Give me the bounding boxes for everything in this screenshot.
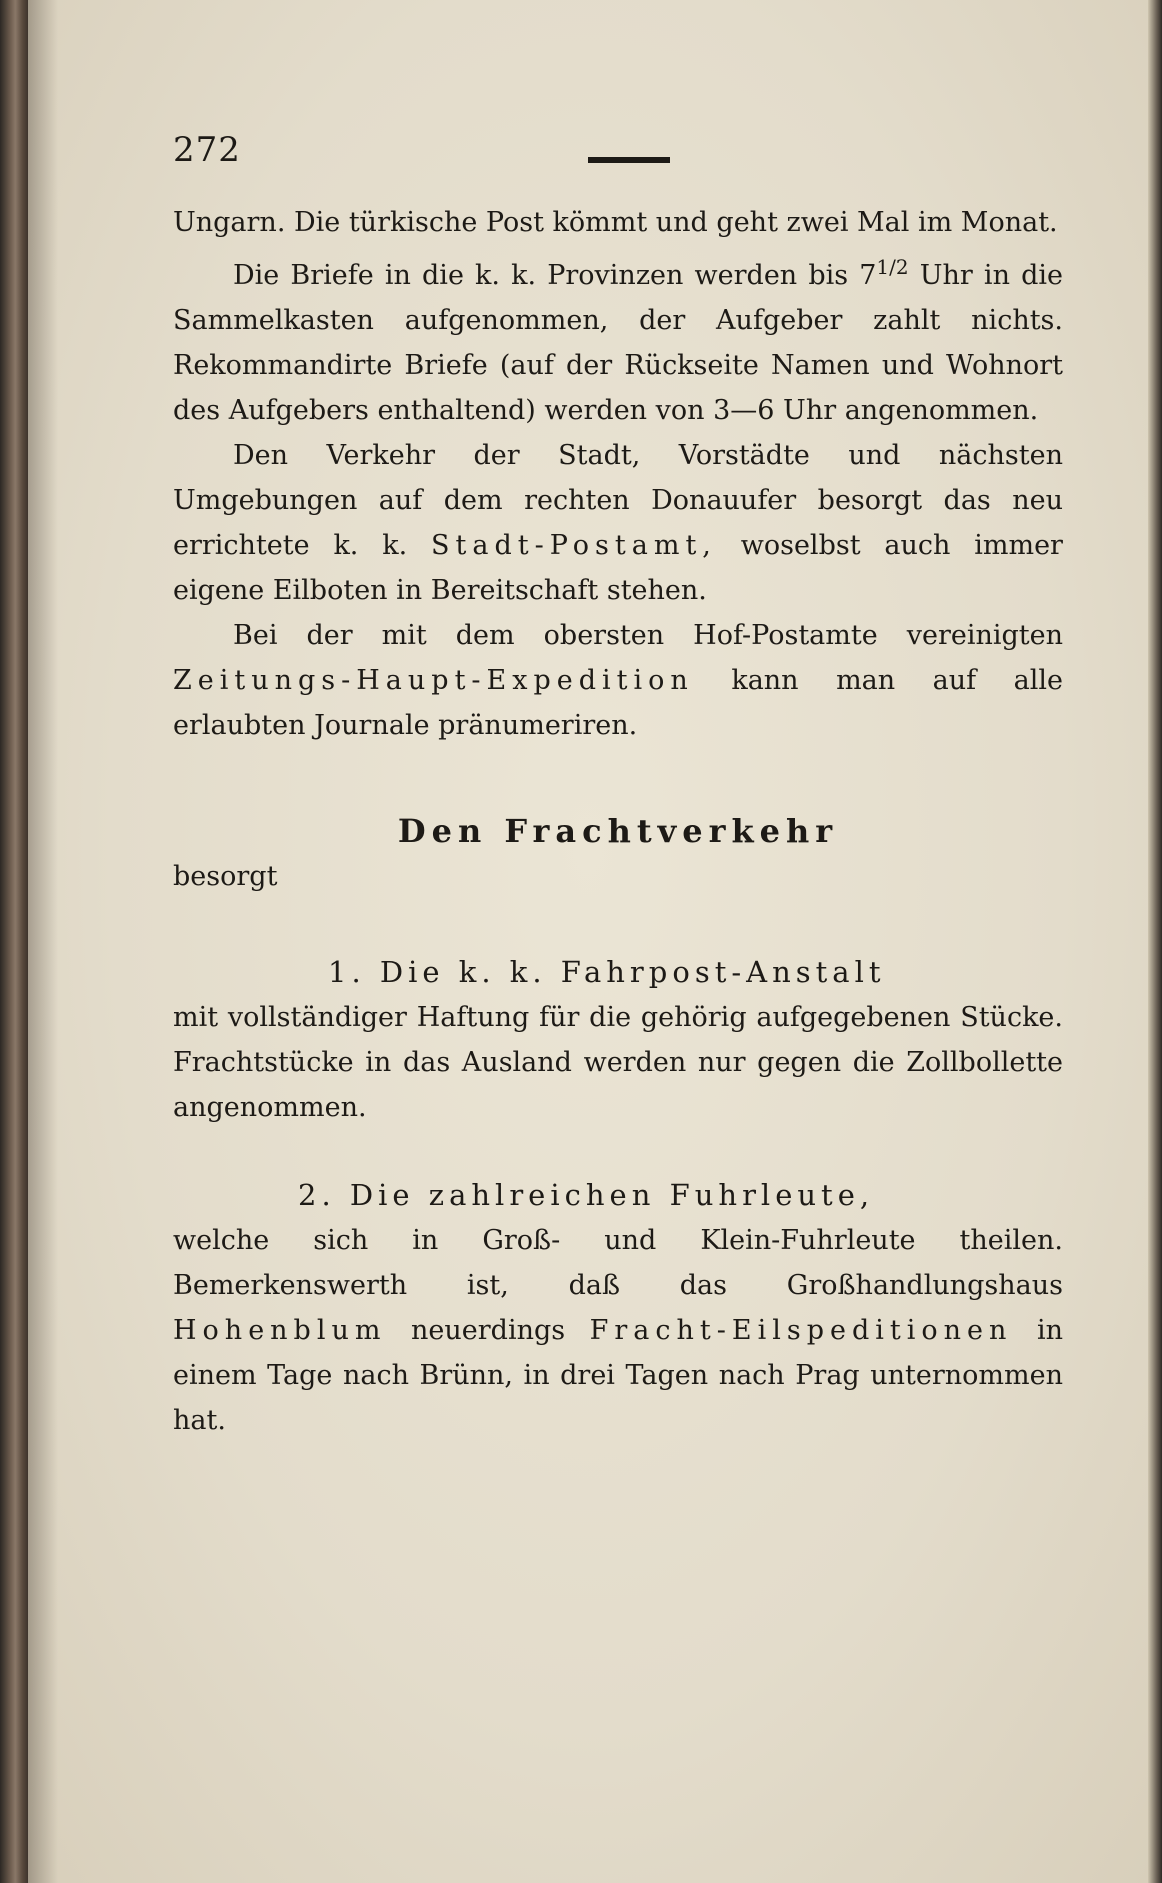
item-1-text: mit vollständiger Haftung für die gehörig aufgegebenen Stücke. Frachtstücke in das Ausland werden nur gegen die Zollbollette angenommen. [173, 1002, 1063, 1123]
section-lead: besorgt [173, 861, 278, 892]
paragraph-1 [173, 200, 1063, 245]
paragraph-4 [173, 613, 1063, 748]
gutter-shadow [28, 0, 58, 1883]
item-2-text [173, 1218, 1063, 1443]
item-2-text-c: in einem Tage nach Brünn, in drei Tagen nach Prag unternommen hat. [173, 1315, 1063, 1436]
paragraph-4-text-b: kann man auf alle erlaubten Journale pränumeriren. [173, 665, 1063, 741]
stadt-postamt-emphasis: Stadt-Postamt, [431, 530, 717, 561]
hohenblum-emphasis: Hohenblum [173, 1315, 387, 1346]
zeitungs-expedition-emphasis: Zeitungs-Haupt-Expedition [173, 665, 694, 696]
book-binding-edge [0, 0, 28, 1883]
page-body [173, 200, 1063, 1443]
page-header [173, 130, 1063, 180]
eilspeditionen-emphasis: Fracht-Eilspeditionen [589, 1315, 1013, 1346]
item-2-text-a: welche sich in Groß- und Klein-Fuhrleute theilen. Bemerkenswerth ist, daß das Großhandlungshaus [173, 1225, 1063, 1301]
header-rule [588, 157, 670, 163]
paragraph-2-text-a: Die Briefe in die k. k. Provinzen werden bis 7 [233, 260, 877, 291]
book-page [28, 0, 1148, 1883]
paragraph-2 [173, 245, 1063, 433]
page-right-edge [1148, 0, 1162, 1883]
section-heading: Den Frachtverkehr [397, 812, 839, 850]
paragraph-1-text: Ungarn. Die türkische Post kömmt und geht zwei Mal im Monat. [173, 207, 1058, 238]
item-2-title: 2. Die zahlreichen Fuhrleute, [298, 1178, 875, 1212]
paragraph-3 [173, 433, 1063, 613]
page-number: 272 [173, 130, 241, 170]
paragraph-3-text-a: Den Verkehr der Stadt, Vorstädte und nächsten Umgebungen auf dem rechten Donauufer besorgt das neu errichtete k. k. [173, 440, 1063, 561]
paragraph-2-text-b: Uhr in die Sammelkasten aufgenommen, der Aufgeber zahlt nichts. Rekommandirte Briefe (auf der Rückseite Namen und Wohnort des Aufgebers enthaltend) werden von 3—6 Uhr angenommen. [173, 260, 1063, 426]
item-1-title: 1. Die k. k. Fahrpost-Anstalt [328, 955, 886, 989]
paragraph-4-text-a: Bei der mit dem obersten Hof-Postamte vereinigten [233, 620, 1063, 651]
fraction-half: 1/2 [876, 255, 909, 279]
paragraph-3-text-b: woselbst auch immer eigene Eilboten in Bereitschaft stehen. [173, 530, 1063, 606]
item-2-text-b: neuerdings [411, 1315, 566, 1346]
